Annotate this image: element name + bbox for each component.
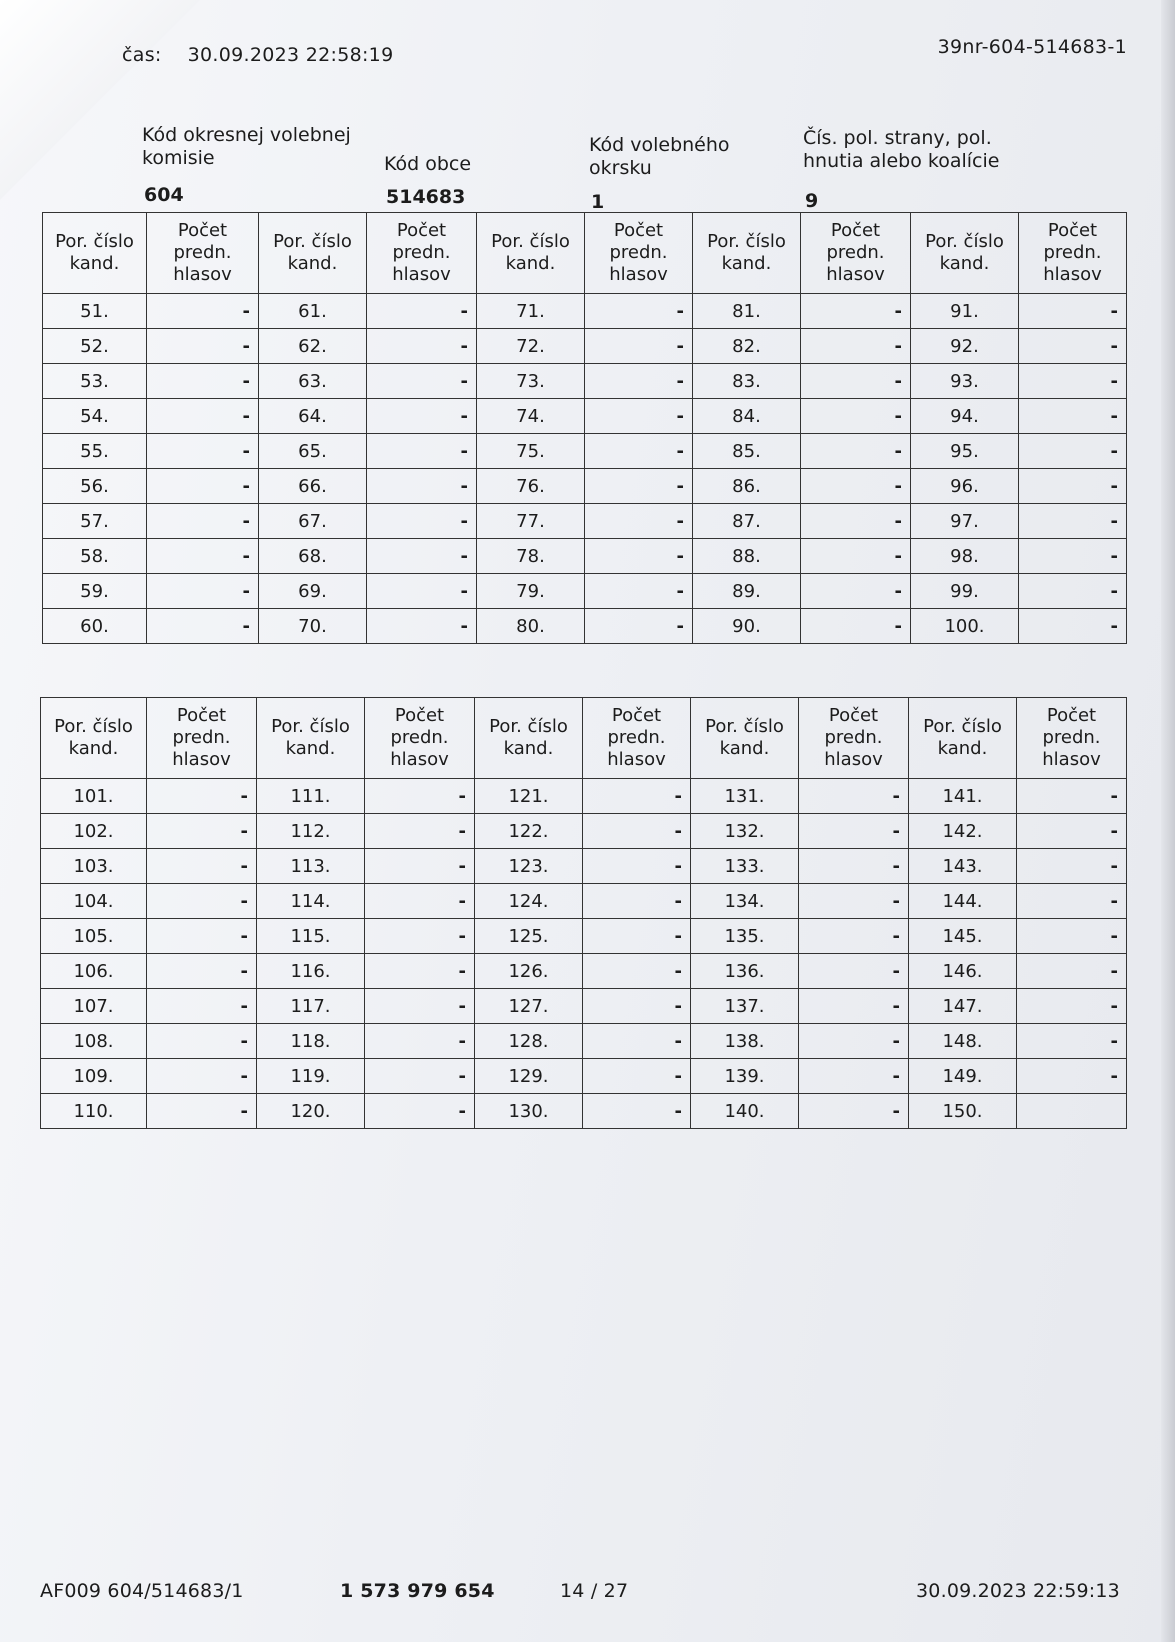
table-row [43, 399, 1127, 434]
cand-number-cell: 119. [257, 1059, 365, 1094]
header-votes: Počet predn. hlasov [585, 213, 693, 294]
footer-timestamp: 30.09.2023 22:59:13 [916, 1580, 1120, 1602]
header-votes: Počet predn. hlasov [583, 698, 691, 779]
votes-cell: - [585, 574, 693, 609]
cand-number-cell: 74. [477, 399, 585, 434]
votes-cell: - [585, 434, 693, 469]
header-votes: Počet predn. hlasov [367, 213, 477, 294]
header-cand-number: Por. číslo kand. [475, 698, 583, 779]
table-row [41, 849, 1127, 884]
cand-number-cell: 86. [693, 469, 801, 504]
cand-number-cell: 129. [475, 1059, 583, 1094]
header-cand-number: Por. číslo kand. [911, 213, 1019, 294]
votes-cell: - [583, 779, 691, 814]
votes-cell: - [367, 504, 477, 539]
cand-number-cell: 88. [693, 539, 801, 574]
cand-number-cell: 92. [911, 329, 1019, 364]
cand-number-cell: 100. [911, 609, 1019, 644]
cand-number-cell: 105. [41, 919, 147, 954]
votes-cell: - [1019, 294, 1127, 329]
header-votes: Počet predn. hlasov [147, 698, 257, 779]
votes-cell: - [147, 364, 259, 399]
votes-cell: - [147, 919, 257, 954]
cand-number-cell: 56. [43, 469, 147, 504]
header-votes: Počet predn. hlasov [365, 698, 475, 779]
cand-number-cell: 130. [475, 1094, 583, 1129]
cand-number-cell: 134. [691, 884, 799, 919]
cand-number-cell: 101. [41, 779, 147, 814]
cand-number-cell: 99. [911, 574, 1019, 609]
cand-number-cell: 68. [259, 539, 367, 574]
cand-number-cell: 77. [477, 504, 585, 539]
cand-number-cell: 143. [909, 849, 1017, 884]
votes-cell: - [1017, 1059, 1127, 1094]
cand-number-cell: 79. [477, 574, 585, 609]
votes-cell: - [585, 399, 693, 434]
header-votes: Počet predn. hlasov [1017, 698, 1127, 779]
header-cand-number: Por. číslo kand. [41, 698, 147, 779]
votes-cell: - [367, 574, 477, 609]
votes-cell: - [1019, 434, 1127, 469]
votes-table-51-100 [42, 212, 1127, 644]
votes-cell: - [365, 919, 475, 954]
cand-number-cell: 146. [909, 954, 1017, 989]
header-votes: Počet predn. hlasov [801, 213, 911, 294]
cand-number-cell: 93. [911, 364, 1019, 399]
header-cand-number: Por. číslo kand. [693, 213, 801, 294]
cand-number-cell: 63. [259, 364, 367, 399]
cand-number-cell: 78. [477, 539, 585, 574]
table-row [41, 919, 1127, 954]
votes-cell: - [367, 539, 477, 574]
votes-cell: - [801, 364, 911, 399]
table-row [41, 884, 1127, 919]
cand-number-cell: 66. [259, 469, 367, 504]
header-cand-number: Por. číslo kand. [259, 213, 367, 294]
votes-cell: - [147, 434, 259, 469]
cand-number-cell: 112. [257, 814, 365, 849]
cand-number-cell: 127. [475, 989, 583, 1024]
votes-cell: - [1017, 884, 1127, 919]
votes-cell: - [365, 779, 475, 814]
votes-cell: - [367, 329, 477, 364]
votes-cell [1017, 1094, 1127, 1129]
table-row [43, 469, 1127, 504]
header-cand-number: Por. číslo kand. [691, 698, 799, 779]
okrsok-komisia-label: Kód okresnej volebnej komisie [142, 124, 351, 169]
votes-cell: - [365, 814, 475, 849]
cand-number-cell: 73. [477, 364, 585, 399]
cand-number-cell: 110. [41, 1094, 147, 1129]
votes-cell: - [801, 294, 911, 329]
table-row [43, 294, 1127, 329]
votes-cell: - [585, 329, 693, 364]
cand-number-cell: 140. [691, 1094, 799, 1129]
votes-cell: - [147, 1024, 257, 1059]
cand-number-cell: 62. [259, 329, 367, 364]
cand-number-cell: 118. [257, 1024, 365, 1059]
cand-number-cell: 142. [909, 814, 1017, 849]
votes-cell: - [367, 609, 477, 644]
votes-cell: - [801, 539, 911, 574]
votes-cell: - [1019, 469, 1127, 504]
votes-cell: - [147, 849, 257, 884]
votes-cell: - [583, 919, 691, 954]
votes-cell: - [799, 779, 909, 814]
votes-cell: - [147, 884, 257, 919]
cand-number-cell: 131. [691, 779, 799, 814]
cand-number-cell: 113. [257, 849, 365, 884]
votes-cell: - [583, 1024, 691, 1059]
header-cand-number: Por. číslo kand. [909, 698, 1017, 779]
votes-cell: - [1019, 399, 1127, 434]
votes-cell: - [365, 989, 475, 1024]
cand-number-cell: 97. [911, 504, 1019, 539]
cand-number-cell: 111. [257, 779, 365, 814]
votes-cell: - [147, 329, 259, 364]
cand-number-cell: 145. [909, 919, 1017, 954]
table-row [43, 574, 1127, 609]
votes-cell: - [147, 609, 259, 644]
cand-number-cell: 148. [909, 1024, 1017, 1059]
cand-number-cell: 82. [693, 329, 801, 364]
cand-number-cell: 103. [41, 849, 147, 884]
cand-number-cell: 133. [691, 849, 799, 884]
cand-number-cell: 116. [257, 954, 365, 989]
okrsok-komisia-value: 604 [144, 184, 184, 206]
cand-number-cell: 71. [477, 294, 585, 329]
table-row [43, 539, 1127, 574]
cand-number-cell: 109. [41, 1059, 147, 1094]
votes-cell: - [799, 849, 909, 884]
votes-cell: - [1019, 609, 1127, 644]
cand-number-cell: 85. [693, 434, 801, 469]
okrsok-value: 1 [591, 191, 605, 213]
cand-number-cell: 75. [477, 434, 585, 469]
cand-number-cell: 139. [691, 1059, 799, 1094]
cand-number-cell: 135. [691, 919, 799, 954]
votes-cell: - [801, 609, 911, 644]
votes-cell: - [583, 989, 691, 1024]
cand-number-cell: 104. [41, 884, 147, 919]
cand-number-cell: 102. [41, 814, 147, 849]
header-cand-number: Por. číslo kand. [257, 698, 365, 779]
votes-cell: - [1019, 539, 1127, 574]
print-time-value: 30.09.2023 22:58:19 [187, 44, 394, 66]
cand-number-cell: 52. [43, 329, 147, 364]
print-time [122, 44, 393, 66]
votes-cell: - [1019, 574, 1127, 609]
votes-cell: - [365, 954, 475, 989]
table-row [41, 989, 1127, 1024]
votes-cell: - [367, 364, 477, 399]
votes-cell: - [801, 469, 911, 504]
votes-cell: - [367, 434, 477, 469]
table-row [41, 1059, 1127, 1094]
cand-number-cell: 132. [691, 814, 799, 849]
votes-cell: - [1017, 814, 1127, 849]
votes-cell: - [147, 779, 257, 814]
votes-cell: - [585, 469, 693, 504]
strana-field [803, 127, 1033, 212]
votes-cell: - [147, 954, 257, 989]
cand-number-cell: 120. [257, 1094, 365, 1129]
votes-cell: - [365, 1094, 475, 1129]
votes-cell: - [1017, 1024, 1127, 1059]
cand-number-cell: 83. [693, 364, 801, 399]
okrsok-label: Kód volebného okrsku [589, 134, 730, 179]
footer-control-number: 1 573 979 654 [340, 1580, 495, 1602]
page-edge-shadow [1161, 0, 1175, 1642]
votes-cell: - [583, 849, 691, 884]
okrsok-komisia-field [142, 124, 382, 206]
cand-number-cell: 95. [911, 434, 1019, 469]
votes-cell: - [147, 814, 257, 849]
cand-number-cell: 61. [259, 294, 367, 329]
votes-cell: - [147, 294, 259, 329]
votes-cell: - [585, 609, 693, 644]
votes-cell: - [801, 329, 911, 364]
votes-cell: - [801, 399, 911, 434]
table-header-row [41, 698, 1127, 779]
table-header-row [43, 213, 1127, 294]
page-curl [0, 0, 200, 200]
obec-value: 514683 [386, 186, 466, 208]
cand-number-cell: 115. [257, 919, 365, 954]
votes-cell: - [1017, 849, 1127, 884]
votes-table-101-150 [40, 697, 1127, 1129]
cand-number-cell: 96. [911, 469, 1019, 504]
okrsok-field [589, 134, 759, 213]
cand-number-cell: 89. [693, 574, 801, 609]
cand-number-cell: 123. [475, 849, 583, 884]
cand-number-cell: 126. [475, 954, 583, 989]
cand-number-cell: 147. [909, 989, 1017, 1024]
votes-cell: - [1019, 504, 1127, 539]
cand-number-cell: 150. [909, 1094, 1017, 1129]
votes-cell: - [801, 434, 911, 469]
cand-number-cell: 81. [693, 294, 801, 329]
votes-cell: - [147, 574, 259, 609]
cand-number-cell: 108. [41, 1024, 147, 1059]
cand-number-cell: 114. [257, 884, 365, 919]
cand-number-cell: 136. [691, 954, 799, 989]
votes-cell: - [799, 814, 909, 849]
obec-label: Kód obce [384, 153, 472, 175]
table-row [43, 609, 1127, 644]
print-time-label: čas: [122, 44, 162, 66]
cand-number-cell: 70. [259, 609, 367, 644]
cand-number-cell: 98. [911, 539, 1019, 574]
cand-number-cell: 57. [43, 504, 147, 539]
cand-number-cell: 122. [475, 814, 583, 849]
votes-cell: - [147, 1059, 257, 1094]
cand-number-cell: 128. [475, 1024, 583, 1059]
votes-cell: - [367, 469, 477, 504]
votes-cell: - [1019, 364, 1127, 399]
votes-cell: - [367, 294, 477, 329]
cand-number-cell: 141. [909, 779, 1017, 814]
votes-cell: - [365, 884, 475, 919]
cand-number-cell: 59. [43, 574, 147, 609]
cand-number-cell: 144. [909, 884, 1017, 919]
votes-cell: - [1017, 989, 1127, 1024]
cand-number-cell: 87. [693, 504, 801, 539]
votes-cell: - [1019, 329, 1127, 364]
votes-cell: - [147, 539, 259, 574]
table-row [41, 1024, 1127, 1059]
header-votes: Počet predn. hlasov [147, 213, 259, 294]
cand-number-cell: 90. [693, 609, 801, 644]
votes-cell: - [147, 504, 259, 539]
document-id: 39nr-604-514683-1 [937, 36, 1127, 58]
votes-cell: - [583, 814, 691, 849]
footer-form-code: AF009 604/514683/1 [40, 1580, 244, 1602]
cand-number-cell: 107. [41, 989, 147, 1024]
table-row [43, 329, 1127, 364]
votes-cell: - [799, 1024, 909, 1059]
votes-cell: - [585, 294, 693, 329]
cand-number-cell: 58. [43, 539, 147, 574]
votes-cell: - [801, 574, 911, 609]
strana-value: 9 [805, 190, 819, 212]
table-row [41, 779, 1127, 814]
cand-number-cell: 137. [691, 989, 799, 1024]
table-row [43, 364, 1127, 399]
cand-number-cell: 138. [691, 1024, 799, 1059]
votes-cell: - [365, 849, 475, 884]
cand-number-cell: 117. [257, 989, 365, 1024]
votes-cell: - [583, 1094, 691, 1129]
votes-cell: - [799, 1094, 909, 1129]
cand-number-cell: 121. [475, 779, 583, 814]
votes-cell: - [147, 989, 257, 1024]
cand-number-cell: 69. [259, 574, 367, 609]
votes-cell: - [583, 1059, 691, 1094]
votes-cell: - [367, 399, 477, 434]
cand-number-cell: 91. [911, 294, 1019, 329]
cand-number-cell: 54. [43, 399, 147, 434]
table-row [43, 504, 1127, 539]
votes-cell: - [365, 1024, 475, 1059]
cand-number-cell: 67. [259, 504, 367, 539]
header-votes: Počet predn. hlasov [799, 698, 909, 779]
header-votes: Počet predn. hlasov [1019, 213, 1127, 294]
votes-cell: - [799, 884, 909, 919]
votes-cell: - [147, 469, 259, 504]
votes-cell: - [1017, 779, 1127, 814]
votes-cell: - [147, 1094, 257, 1129]
votes-cell: - [365, 1059, 475, 1094]
header-cand-number: Por. číslo kand. [43, 213, 147, 294]
votes-cell: - [147, 399, 259, 434]
cand-number-cell: 55. [43, 434, 147, 469]
table-row [41, 954, 1127, 989]
cand-number-cell: 106. [41, 954, 147, 989]
votes-cell: - [585, 504, 693, 539]
cand-number-cell: 124. [475, 884, 583, 919]
strana-label: Čís. pol. strany, pol. hnutia alebo koalície [803, 127, 1000, 172]
votes-cell: - [801, 504, 911, 539]
votes-cell: - [1017, 954, 1127, 989]
votes-cell: - [799, 919, 909, 954]
table-row [41, 814, 1127, 849]
cand-number-cell: 60. [43, 609, 147, 644]
votes-cell: - [585, 364, 693, 399]
footer-page-number: 14 / 27 [560, 1580, 629, 1602]
votes-cell: - [799, 1059, 909, 1094]
cand-number-cell: 64. [259, 399, 367, 434]
cand-number-cell: 72. [477, 329, 585, 364]
cand-number-cell: 149. [909, 1059, 1017, 1094]
table-row [43, 434, 1127, 469]
cand-number-cell: 80. [477, 609, 585, 644]
cand-number-cell: 76. [477, 469, 585, 504]
votes-cell: - [585, 539, 693, 574]
cand-number-cell: 94. [911, 399, 1019, 434]
votes-cell: - [1017, 919, 1127, 954]
votes-cell: - [799, 989, 909, 1024]
header-cand-number: Por. číslo kand. [477, 213, 585, 294]
votes-cell: - [583, 954, 691, 989]
table-row [41, 1094, 1127, 1129]
cand-number-cell: 65. [259, 434, 367, 469]
cand-number-cell: 125. [475, 919, 583, 954]
cand-number-cell: 51. [43, 294, 147, 329]
votes-cell: - [799, 954, 909, 989]
obec-field [384, 153, 564, 208]
cand-number-cell: 53. [43, 364, 147, 399]
votes-cell: - [583, 884, 691, 919]
cand-number-cell: 84. [693, 399, 801, 434]
